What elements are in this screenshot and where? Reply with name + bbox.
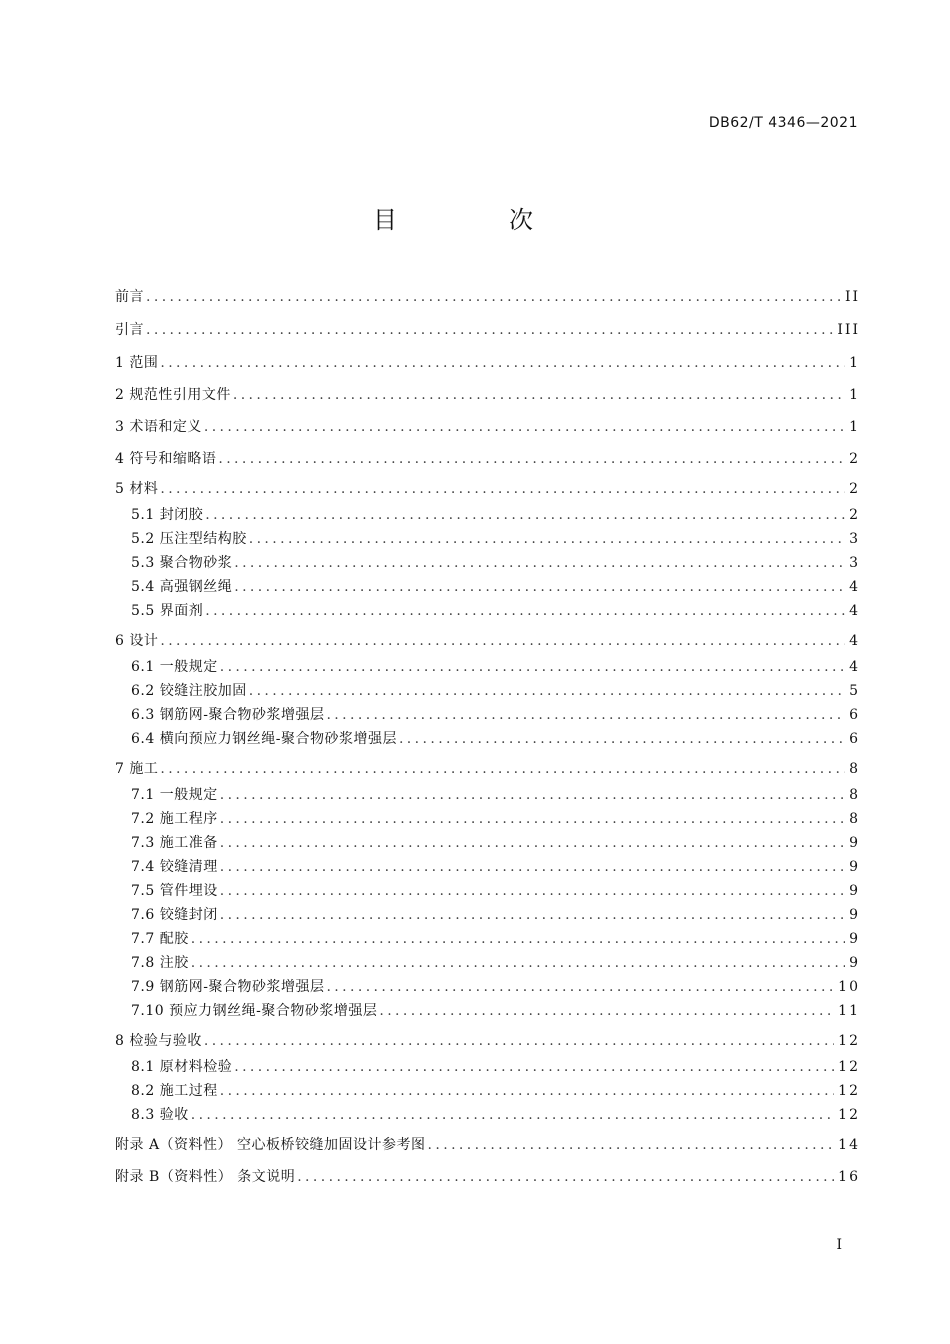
toc-entry-page: 8 [849, 787, 860, 803]
toc-leader-dots [220, 835, 845, 851]
toc-entry-label: 1 范围 [115, 355, 159, 371]
toc-entry-label: 7.3 施工准备 [131, 835, 218, 851]
toc-entry-page: 11 [838, 1003, 860, 1019]
toc-entry-label: 7.7 配胶 [131, 931, 189, 947]
toc-entry[interactable] [131, 552, 860, 572]
toc-entry-page: 5 [849, 683, 860, 699]
toc-leader-dots [160, 633, 845, 649]
toc-entry-label: 5 材料 [115, 481, 159, 497]
toc-entry-page: 12 [838, 1033, 860, 1049]
toc-entry[interactable] [115, 758, 860, 778]
toc-leader-dots [160, 761, 845, 777]
toc-entry-label: 4 符号和缩略语 [115, 451, 217, 467]
toc-entry-label: 7.5 管件埋设 [131, 883, 218, 899]
toc-entry[interactable] [131, 1104, 860, 1124]
toc-entry-page: 9 [849, 931, 860, 947]
toc-entry[interactable] [131, 832, 860, 852]
toc-entry-page: 6 [849, 731, 860, 747]
toc-leader-dots [191, 955, 845, 971]
toc-entry-label: 附录 B（资料性） 条文说明 [115, 1169, 296, 1185]
toc-entry[interactable] [131, 1056, 860, 1076]
toc-entry-label: 8 检验与验收 [115, 1033, 202, 1049]
toc-entry[interactable] [115, 352, 860, 372]
toc-leader-dots [234, 579, 845, 595]
page-title: 目 次 [373, 206, 577, 234]
toc-entry[interactable] [131, 576, 860, 596]
toc-entry-page: 9 [849, 859, 860, 875]
toc-leader-dots [220, 859, 845, 875]
toc-leader-dots [297, 1169, 834, 1185]
toc-leader-dots [249, 683, 845, 699]
toc-entry[interactable] [131, 904, 860, 924]
toc-entry-label: 8.3 验收 [131, 1107, 189, 1123]
toc-entry[interactable] [115, 286, 860, 306]
toc-leader-dots [234, 555, 845, 571]
toc-entry-page: 1 [849, 387, 860, 403]
footer-page-number: I [836, 1237, 842, 1253]
toc-entry[interactable] [131, 528, 860, 548]
toc-entry-label: 附录 A（资料性） 空心板桥铰缝加固设计参考图 [115, 1137, 426, 1153]
toc-entry[interactable] [115, 384, 860, 404]
toc-entry-label: 6.1 一般规定 [131, 659, 218, 675]
toc-entry-page: 4 [849, 579, 860, 595]
toc-entry-page: 12 [838, 1107, 860, 1123]
toc-entry[interactable] [131, 880, 860, 900]
toc-entry-page: 2 [849, 481, 860, 497]
toc-entry-label: 7.10 预应力钢丝绳-聚合物砂浆增强层 [131, 1003, 378, 1019]
toc-leader-dots [205, 507, 845, 523]
toc-entry-label: 6 设计 [115, 633, 159, 649]
toc-entry[interactable] [131, 704, 860, 724]
toc-entry[interactable] [115, 630, 860, 650]
toc-entry-label: 7.2 施工程序 [131, 811, 218, 827]
toc-entry-page: 16 [838, 1169, 860, 1185]
toc-entry-page: 10 [838, 979, 860, 995]
toc-entry[interactable] [115, 1166, 860, 1186]
toc-entry-page: 9 [849, 955, 860, 971]
toc-entry-label: 6.2 铰缝注胶加固 [131, 683, 247, 699]
toc-entry-label: 8.2 施工过程 [131, 1083, 218, 1099]
toc-entry[interactable] [131, 504, 860, 524]
toc-entry-page: 8 [849, 811, 860, 827]
toc-entry-page: 4 [849, 659, 860, 675]
toc-entry-label: 7.4 铰缝清理 [131, 859, 218, 875]
toc-entry-label: 5.2 压注型结构胶 [131, 531, 247, 547]
toc-leader-dots [146, 289, 841, 305]
toc-leader-dots [204, 419, 845, 435]
toc-leader-dots [191, 1107, 834, 1123]
toc-leader-dots [146, 322, 833, 338]
toc-entry-page: 1 [849, 419, 860, 435]
toc-entry-label: 5.3 聚合物砂浆 [131, 555, 233, 571]
toc-entry-label: 5.1 封闭胶 [131, 507, 204, 523]
toc-entry[interactable] [115, 478, 860, 498]
toc-entry[interactable] [131, 728, 860, 748]
toc-entry-label: 引言 [115, 322, 144, 338]
toc-leader-dots [234, 1059, 834, 1075]
toc-entry[interactable] [115, 319, 860, 339]
toc-entry-page: 12 [838, 1083, 860, 1099]
toc-entry-page: III [837, 322, 860, 338]
toc-entry-label: 6.4 横向预应力钢丝绳-聚合物砂浆增强层 [131, 731, 397, 747]
toc-entry-label: 5.5 界面剂 [131, 603, 204, 619]
toc-leader-dots [160, 481, 845, 497]
toc-leader-dots [205, 603, 845, 619]
toc-entry-page: 12 [838, 1059, 860, 1075]
toc-entry[interactable] [115, 416, 860, 436]
toc-entry-page: 4 [849, 603, 860, 619]
toc-entry-page: 2 [849, 507, 860, 523]
toc-entry-page: II [844, 289, 860, 305]
toc-entry-page: 3 [849, 531, 860, 547]
toc-entry-page: 8 [849, 761, 860, 777]
toc-entry[interactable] [131, 784, 860, 804]
toc-entry[interactable] [115, 1134, 860, 1154]
toc-entry[interactable] [131, 976, 860, 996]
toc-leader-dots [220, 811, 845, 827]
toc-leader-dots [220, 907, 845, 923]
toc-leader-dots [204, 1033, 834, 1049]
toc-entry-page: 9 [849, 883, 860, 899]
toc-entry[interactable] [115, 448, 860, 468]
toc-entry-label: 7 施工 [115, 761, 159, 777]
toc-leader-dots [220, 1083, 834, 1099]
toc-entry-label: 7.8 注胶 [131, 955, 189, 971]
toc-leader-dots [379, 1003, 834, 1019]
toc-entry-label: 前言 [115, 289, 144, 305]
toc-entry[interactable] [131, 1000, 860, 1020]
toc-entry[interactable] [131, 952, 860, 972]
toc-entry-label: 2 规范性引用文件 [115, 387, 231, 403]
toc-leader-dots [399, 731, 845, 747]
toc-leader-dots [220, 659, 845, 675]
toc-entry-label: 6.3 钢筋网-聚合物砂浆增强层 [131, 707, 325, 723]
toc-entry-page: 2 [849, 451, 860, 467]
toc-leader-dots [218, 451, 845, 467]
document-code: DB62/T 4346—2021 [708, 115, 858, 131]
toc-entry-page: 9 [849, 835, 860, 851]
toc-entry-page: 3 [849, 555, 860, 571]
toc-leader-dots [191, 931, 845, 947]
toc-leader-dots [220, 883, 845, 899]
toc-entry-page: 1 [849, 355, 860, 371]
toc-entry[interactable] [115, 1030, 860, 1050]
toc-leader-dots [160, 355, 845, 371]
toc-entry-label: 5.4 高强钢丝绳 [131, 579, 233, 595]
toc-entry-label: 7.1 一般规定 [131, 787, 218, 803]
toc-entry[interactable] [131, 928, 860, 948]
toc-entry-page: 6 [849, 707, 860, 723]
toc-entry-page: 14 [838, 1137, 860, 1153]
toc-entry-label: 3 术语和定义 [115, 419, 202, 435]
toc-leader-dots [428, 1137, 835, 1153]
toc-entry-page: 4 [849, 633, 860, 649]
toc-entry-label: 7.9 钢筋网-聚合物砂浆增强层 [131, 979, 325, 995]
toc-entry[interactable] [131, 808, 860, 828]
toc-leader-dots [326, 979, 834, 995]
toc-leader-dots [326, 707, 845, 723]
toc-leader-dots [220, 787, 845, 803]
toc-entry[interactable] [131, 1080, 860, 1100]
toc-entry[interactable] [131, 600, 860, 620]
toc-entry-label: 8.1 原材料检验 [131, 1059, 233, 1075]
toc-entry[interactable] [131, 680, 860, 700]
toc-entry-page: 9 [849, 907, 860, 923]
toc-entry[interactable] [131, 656, 860, 676]
toc-entry[interactable] [131, 856, 860, 876]
toc-leader-dots [233, 387, 845, 403]
toc-leader-dots [249, 531, 845, 547]
toc-entry-label: 7.6 铰缝封闭 [131, 907, 218, 923]
